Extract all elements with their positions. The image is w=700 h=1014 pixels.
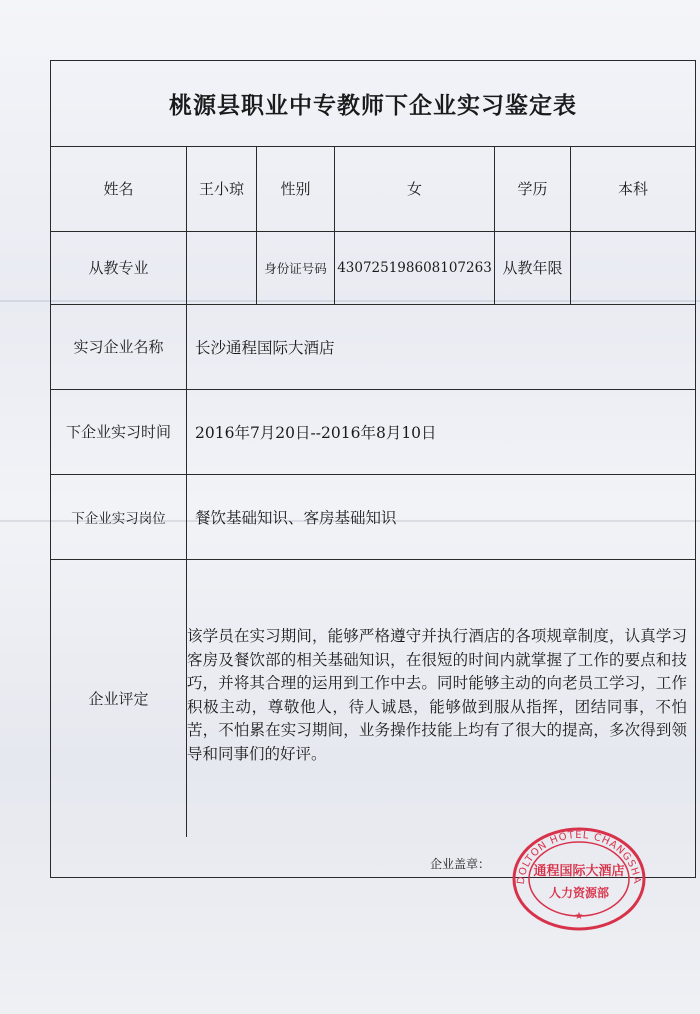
post-value: 餐饮基础知识、客房基础知识 xyxy=(195,508,397,527)
eval-label: 企业评定 xyxy=(51,559,187,837)
eval-text: 该学员在实习期间，能够严格遵守并执行酒店的各项规章制度，认真学习客房及餐饮部的相关基础知识，在很短的时间内就掌握了工作的要点和技巧，并将其合理的运用到工作中去。同时能够主动的向老员工学习，工作积极主动，尊敬他人，待人诚恳，能够做到服从指挥，团结同事，不怕苦，不怕累在实习期间，业务操作技能上均有了很大的提高，多次得到领导和同事们的好评。 xyxy=(187,627,687,763)
id-value: 430725198608107263 xyxy=(335,231,495,304)
row-company xyxy=(51,304,695,390)
company-value: 长沙通程国际大酒店 xyxy=(195,338,335,357)
time-label: 下企业实习时间 xyxy=(51,389,187,474)
major-value xyxy=(187,231,257,304)
row-internship-time xyxy=(51,389,695,475)
company-seal-stamp xyxy=(510,823,648,931)
stamp-outer-text: DOLTON HOTEL CHANGSHA xyxy=(515,829,643,885)
row-internship-post xyxy=(51,474,695,560)
education-label: 学历 xyxy=(495,146,571,231)
name-value: 王小琼 xyxy=(187,146,257,231)
form-title: 桃源县职业中专教师下企业实习鉴定表 xyxy=(51,61,695,147)
name-label: 姓名 xyxy=(51,146,187,231)
id-label: 身份证号码 xyxy=(257,231,335,304)
seal-label: 企业盖章： xyxy=(430,857,491,871)
education-value: 本科 xyxy=(617,180,648,198)
row-basic-info xyxy=(51,146,695,232)
gender-value: 女 xyxy=(335,146,495,231)
years-value xyxy=(571,231,695,304)
appraisal-form xyxy=(50,60,696,878)
stamp-inner-top: 通程国际大酒店 xyxy=(533,864,625,879)
major-label: 从教专业 xyxy=(51,231,187,304)
stamp-star-icon: ★ xyxy=(574,911,584,922)
stamp-inner-bottom: 人力资源部 xyxy=(548,886,610,900)
gender-label: 性别 xyxy=(257,146,335,231)
time-value: 2016年7月20日--2016年8月10日 xyxy=(195,423,437,442)
years-label: 从教年限 xyxy=(495,231,571,304)
post-label: 下企业实习岗位 xyxy=(51,474,187,559)
company-label: 实习企业名称 xyxy=(51,304,187,389)
row-teaching-info xyxy=(51,231,695,305)
